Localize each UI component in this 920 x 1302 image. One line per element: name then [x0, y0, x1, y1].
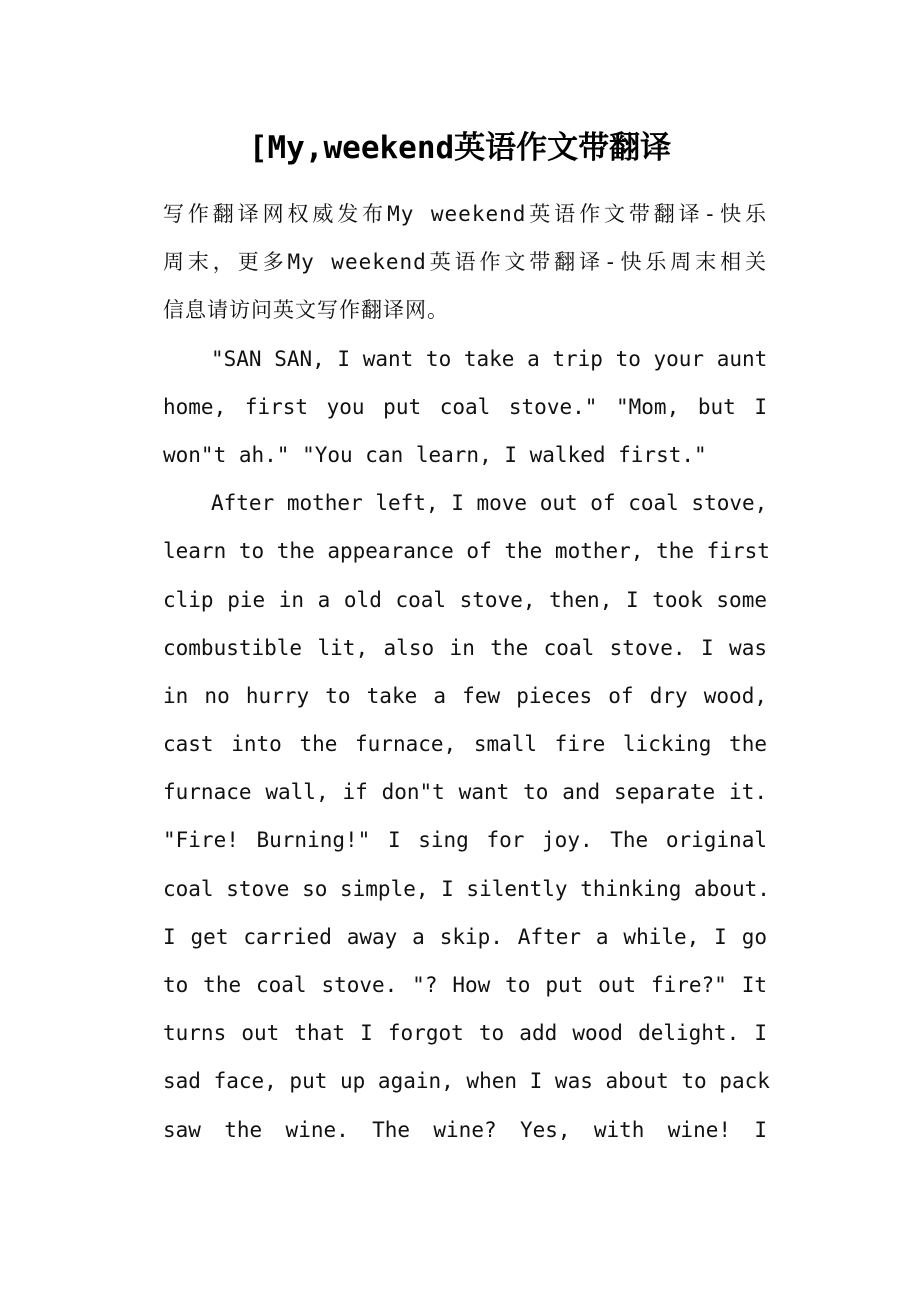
text-line: learn to the appearance of the mother, the first — [163, 539, 770, 564]
text-line: coal stove so simple, I silently thinking about. — [163, 876, 770, 901]
text-line: "Fire! Burning!" I sing for joy. The original — [163, 828, 767, 853]
text-line: combustible lit, also in the coal stove. I was — [163, 635, 767, 660]
text-line: won"t ah." "You can learn, I walked first." — [163, 442, 707, 467]
text-line: I get carried away a skip. After a while, I go — [163, 924, 767, 949]
text-line: "SAN SAN, I want to take a trip to your aunt — [211, 346, 768, 371]
text-line: After mother left, I move out of coal stove, — [211, 491, 768, 516]
paragraph-1 — [163, 335, 767, 480]
text-line: sad face, put up again, when I was about to pack — [163, 1069, 770, 1094]
intro-paragraph — [163, 190, 767, 335]
text-line: saw the wine. The wine? Yes, with wine! I — [163, 1117, 767, 1142]
text-line: cast into the furnace, small fire licking the — [163, 732, 767, 757]
text-line: turns out that I forgot to add wood delight. I — [163, 1021, 767, 1046]
paragraph-2 — [163, 479, 770, 1154]
text-line: clip pie in a old coal stove, then, I took some — [163, 587, 767, 612]
text-line: 周末，更多My weekend英语作文带翻译-快乐周末相关 — [163, 250, 767, 275]
text-line: to the coal stove. "? How to put out fire?" It — [163, 973, 767, 997]
text-line: 信息请访问英文写作翻译网。 — [163, 298, 449, 323]
text-line: home, first you put coal stove." "Mom, but I — [163, 394, 767, 419]
document-title: [My,weekend英语作文带翻译 — [248, 130, 672, 166]
text-line: 写作翻译网权威发布My weekend英语作文带翻译-快乐 — [163, 202, 767, 226]
document-body — [163, 190, 770, 1154]
text-line: furnace wall, if don"t want to and separate it. — [163, 780, 767, 805]
text-line: in no hurry to take a few pieces of dry wood, — [163, 683, 767, 708]
